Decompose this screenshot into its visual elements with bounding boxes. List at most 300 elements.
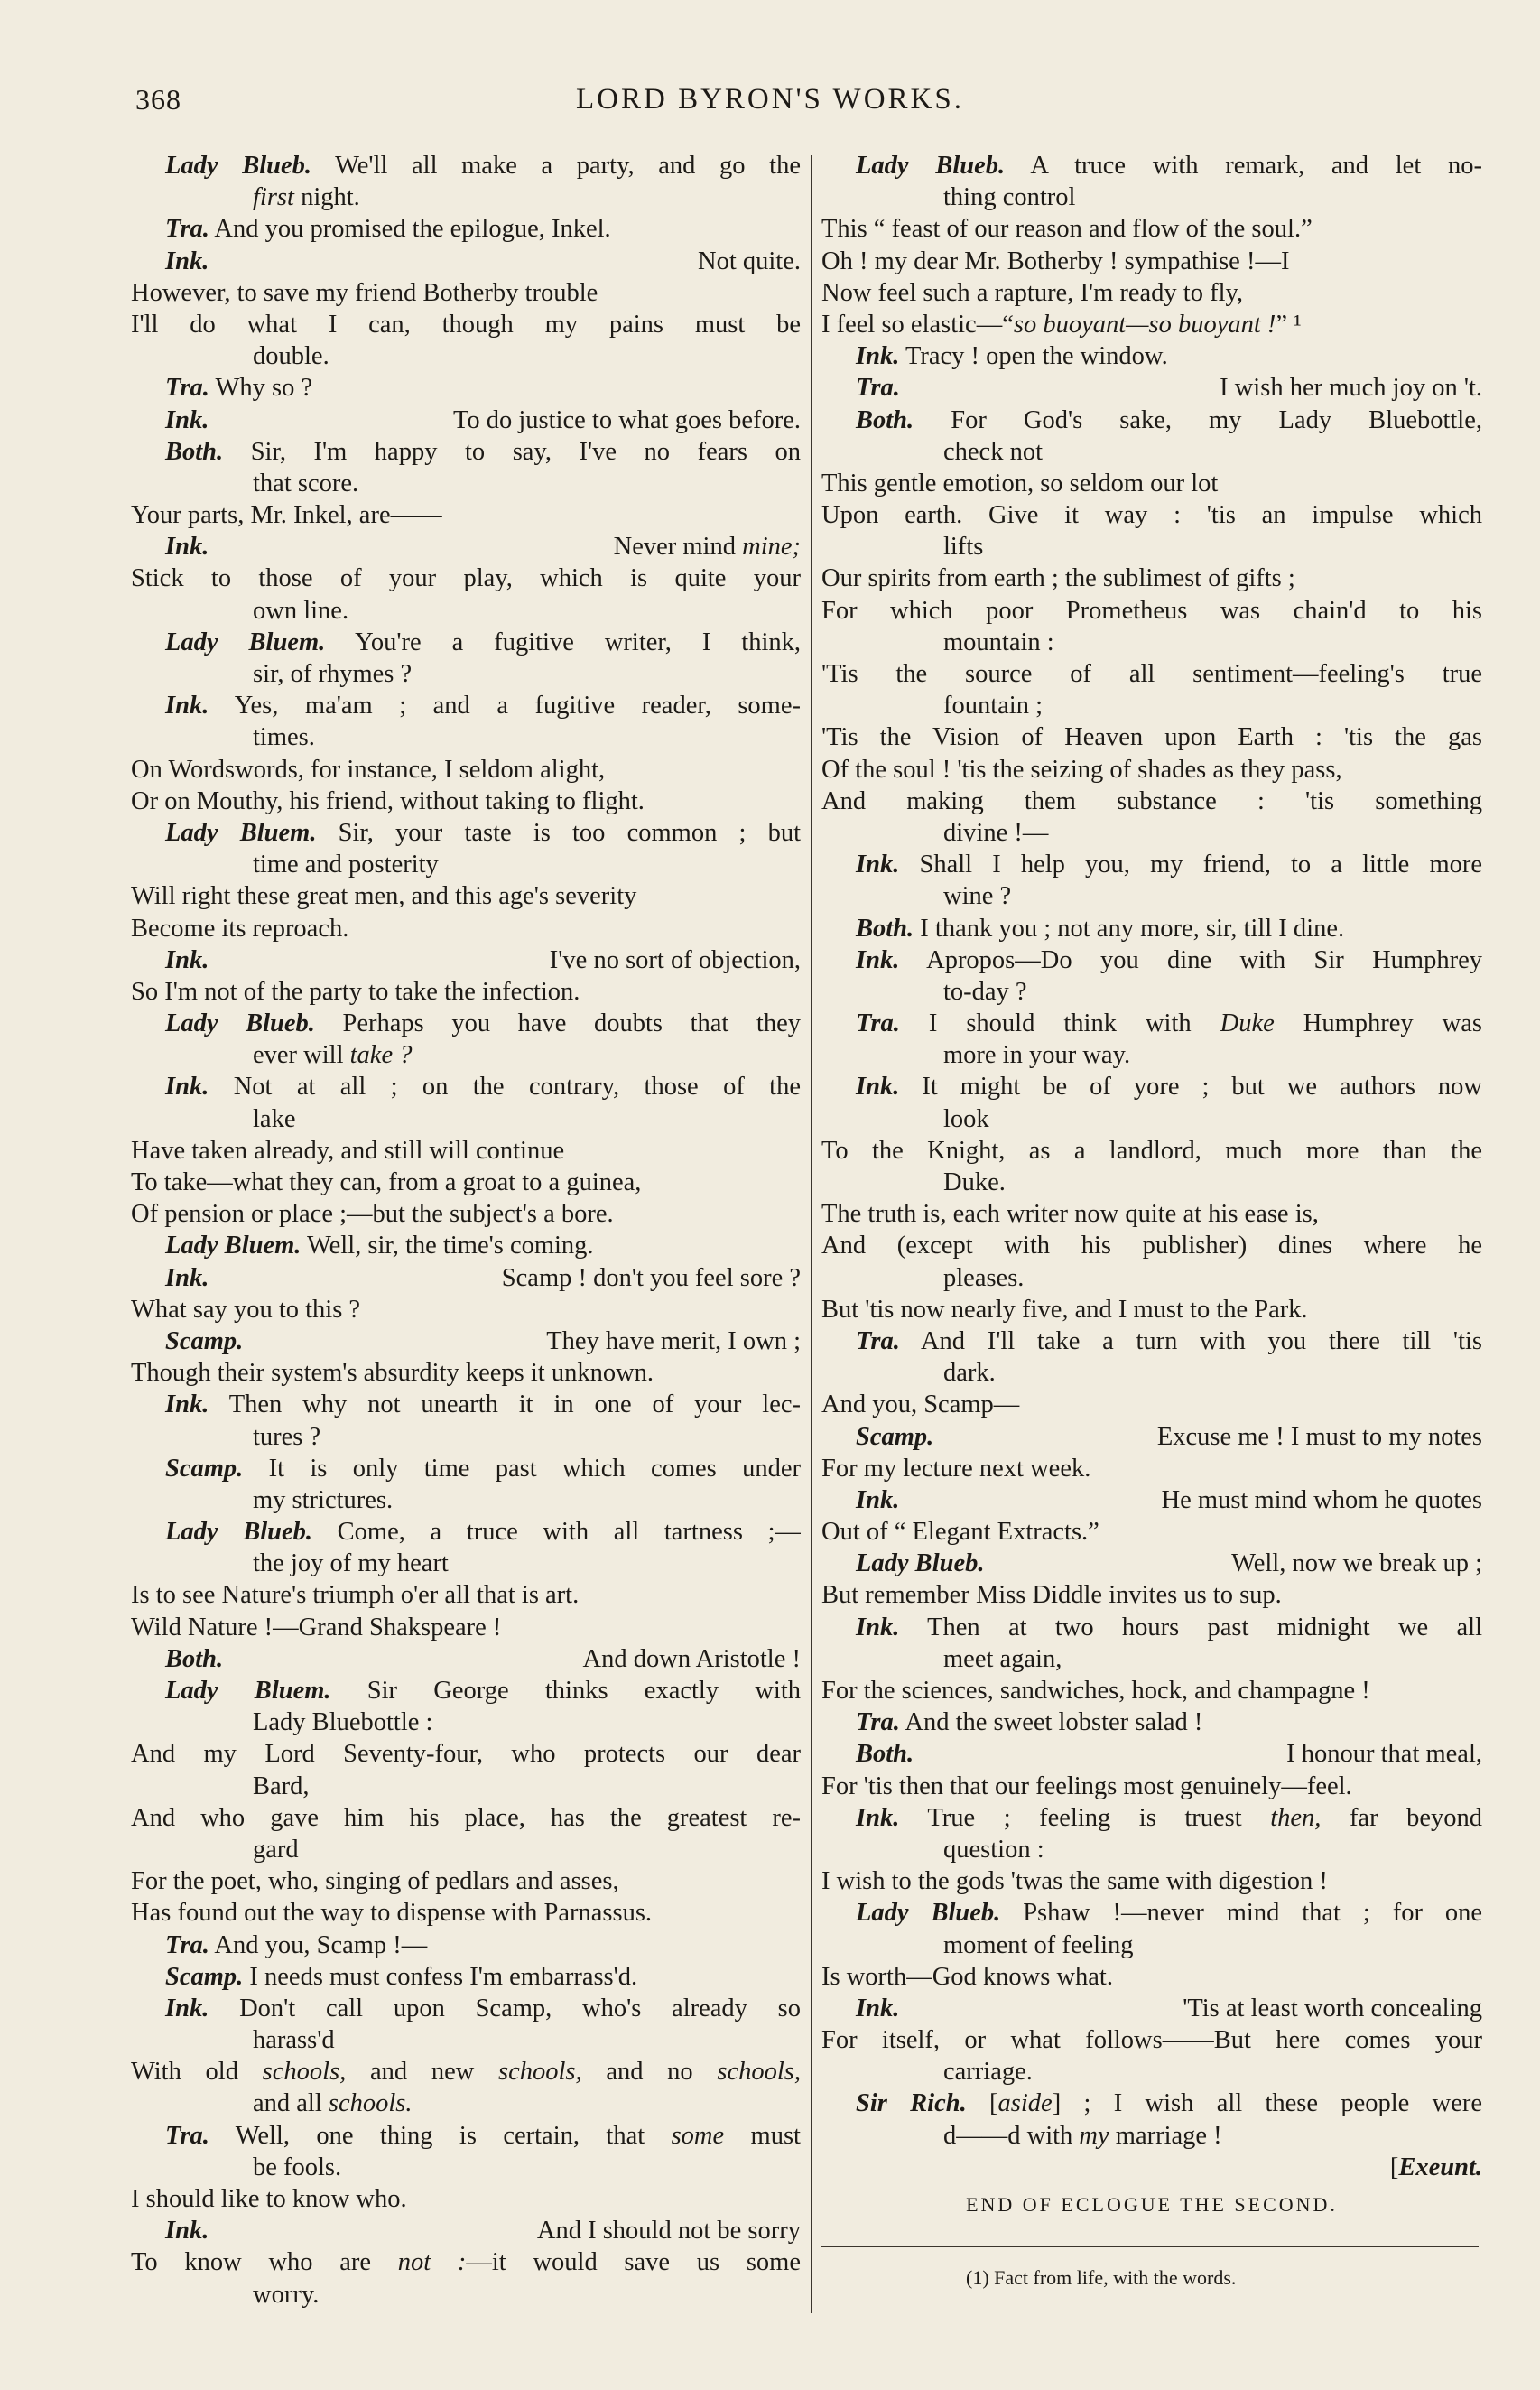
verse-text: and no [581,2058,718,2087]
verse-line [131,1325,801,1357]
verse-text: So I'm not of the party to take the infection. [131,977,580,1006]
verse-line [131,1294,801,1325]
verse-text: Is worth—God knows what. [821,1962,1113,1991]
verse-line [131,1453,801,1484]
speaker-name: Both. [856,914,914,943]
verse-text: more in your way. [943,1041,1131,1070]
verse-text: Shall I help you, my friend, to a little more [919,851,1482,879]
verse-text: to-day ? [943,977,1027,1006]
verse-line [821,563,1482,594]
verse-text: And my Lord Seventy-four, who protects our dear [131,1740,801,1769]
verse-text: night. [293,183,360,212]
verse-text: double. [253,342,329,371]
verse-text: Then at two hours past midnight we all [927,1613,1482,1641]
verse-text: To know who are [131,2248,398,2277]
verse-text: Become its reproach. [131,914,349,943]
italic-text: take ? [349,1041,413,1070]
verse-line [131,1230,801,1261]
verse-text: Why so ? [215,374,313,403]
verse-line [131,1771,801,1802]
speaker-name: Both. [856,1740,914,1769]
verse-text: divine !— [943,818,1049,847]
verse-line [131,1484,801,1516]
verse-text: Apropos—Do you dine with Sir Humphrey [926,945,1482,974]
verse-line [131,499,801,531]
verse-line [131,277,801,309]
verse-text: For the poet, who, singing of pedlars and asses, [131,1867,619,1896]
speaker-name: Lady Bluem. [165,1677,331,1705]
speaker-name: Tra. [165,215,209,244]
speaker-name: Scamp. [165,1326,244,1355]
verse-line [821,2024,1482,2056]
verse-text-right: Scamp ! don't you feel sore ? [501,1263,801,1292]
verse-line [131,1421,801,1453]
speaker-name: Tra. [165,1930,209,1959]
speaker-name: Tra. [165,2121,209,2150]
verse-text-right: Well, now we break up ; [1231,1549,1482,1578]
footnote-rule [821,2246,1479,2247]
speaker-name: Lady Blueb. [856,1899,1001,1928]
verse-text: fountain ; [943,692,1044,721]
verse-text: I needs must confess I'm embarrass'd. [249,1962,638,1991]
verse-text: Don't call upon Scamp, who's already so [239,1994,801,2023]
verse-line [131,1167,801,1198]
verse-line [821,627,1482,658]
verse-line [821,1993,1482,2024]
verse-text: Have taken already, and still will continue [131,1136,565,1165]
verse-text: carriage. [943,2058,1033,2087]
verse-text: lake [253,1104,296,1133]
verse-text: I feel so elastic—“ [821,310,1014,339]
speaker-name: Ink. [165,945,209,974]
speaker-name: Ink. [856,945,900,974]
verse-text: marriage ! [1109,2121,1222,2150]
verse-text: Has found out the way to dispense with Parnassus. [131,1899,653,1928]
italic-text: mine; [742,533,801,562]
italic-text: schools, [717,2058,801,2087]
verse-line [821,372,1482,404]
verse-line [131,1993,801,2024]
verse-line [131,1802,801,1834]
verse-text: Of pension or place ;—but the subject's a bore. [131,1200,614,1229]
verse-text: Lady Bluebottle : [253,1708,433,1737]
verse-line [821,213,1482,245]
verse-text: 'Tis the Vision of Heaven upon Earth : 'tis the gas [821,723,1482,752]
verse-text: tures ? [253,1422,321,1451]
verse-text: and new [346,2058,498,2087]
verse-line [131,1516,801,1548]
verse-text: And I'll take a turn with you there till 'tis [920,1326,1482,1355]
verse-text: [ [989,2089,998,2118]
verse-text: The truth is, each writer now quite at his ease is, [821,1200,1319,1229]
verse-text: But 'tis now nearly five, and I must to the Park. [821,1295,1308,1324]
verse-line [131,1008,801,1039]
verse-text: d——d with [943,2121,1080,2150]
verse-line [821,658,1482,690]
verse-line [821,1643,1482,1675]
verse-line [131,817,801,849]
speaker-name: Ink. [165,1994,209,2023]
verse-text: Sir, I'm happy to say, I've no fears on [250,437,801,466]
verse-text: It is only time past which comes under [268,1454,801,1483]
verse-line [131,1135,801,1167]
verse-line [821,436,1482,468]
verse-text: Well, sir, the time's coming. [307,1232,594,1260]
verse-line [131,786,801,817]
verse-text: Not at all ; on the contrary, those of the [233,1073,801,1102]
verse-line [821,1294,1482,1325]
verse-line [821,1548,1482,1579]
verse-text: And you, Scamp !— [214,1930,428,1959]
verse-text-right: I've no sort of objection, [549,945,801,974]
verse-text: Is to see Nature's triumph o'er all that is art. [131,1581,580,1610]
verse-line [131,1039,801,1071]
verse-line [131,2024,801,2056]
verse-line [821,1262,1482,1294]
verse-text: the joy of my heart [253,1549,449,1578]
italic-text: then, [1270,1803,1322,1832]
verse-line [131,690,801,721]
verse-line [131,2088,801,2119]
verse-line [821,2152,1482,2183]
verse-text: Though their system's absurdity keeps it unknown. [131,1359,654,1388]
speaker-name: Tra. [856,1326,900,1355]
verse-text: I thank you ; not any more, sir, till I dine. [920,914,1345,943]
verse-text: For which poor Prometheus was chain'd to his [821,596,1482,625]
verse-text: This gentle emotion, so seldom our lot [821,469,1219,498]
verse-line [131,1579,801,1611]
verse-line [131,849,801,880]
verse-line [131,309,801,340]
speaker-name: Ink. [856,342,900,371]
speaker-name: Ink. [165,1390,209,1419]
verse-line [131,1738,801,1770]
verse-text: worry. [253,2280,320,2309]
speaker-name: Ink. [856,1485,900,1514]
speaker-name: Ink. [165,1263,209,1292]
verse-text: Our spirits from earth ; the sublimest of gifts ; [821,564,1295,593]
speaker-name: Both. [165,437,224,466]
verse-line [131,976,801,1008]
verse-line [131,181,801,213]
verse-line [821,1167,1482,1198]
italic-text: so buoyant—so buoyant ! [1013,310,1276,339]
verse-line [821,2088,1482,2119]
verse-text-right [614,531,801,563]
verse-line [131,150,801,181]
verse-line [131,880,801,912]
verse-line [131,2120,801,2152]
verse-text: It might be of yore ; but we authors now [922,1073,1482,1102]
verse-line [131,2246,801,2278]
speaker-name: Ink. [165,2217,209,2246]
verse-text-right: And down Aristotle ! [582,1644,801,1673]
verse-text: I wish to the gods 'twas the same with digestion ! [821,1867,1328,1896]
verse-text-right [1390,2152,1482,2183]
speaker-name: Tra. [856,374,900,403]
verse-text: wine ? [943,882,1012,911]
verse-text: For itself, or what follows——But here comes your [821,2026,1482,2055]
speaker-name: Lady Blueb. [856,1549,985,1578]
italic-text: Exeunt. [1398,2153,1482,2181]
speaker-name: Scamp. [856,1422,934,1451]
verse-line [821,1771,1482,1802]
italic-text: Duke [1220,1009,1275,1038]
verse-line [821,1071,1482,1102]
verse-text: Well, one thing is certain, that [235,2121,672,2150]
verse-line [131,340,801,372]
verse-text: I should like to know who. [131,2185,407,2213]
verse-line [821,1230,1482,1261]
verse-line [131,595,801,627]
italic-text: not : [397,2248,467,2277]
verse-text: Humphrey was [1274,1009,1482,1038]
verse-line [821,849,1482,880]
verse-text: Bard, [253,1772,310,1800]
verse-text: On Wordswords, for instance, I seldom alight, [131,755,606,784]
speaker-name: Tra. [856,1708,900,1737]
verse-line [131,1643,801,1675]
verse-line [821,976,1482,1008]
italic-text: some [671,2121,725,2150]
verse-text-right: 'Tis at least worth concealing [1183,1994,1482,2023]
speaker-name: Lady Bluem. [165,628,326,656]
verse-line [821,1834,1482,1865]
verse-line [131,1548,801,1579]
verse-line [131,721,801,753]
speaker-name: Lady Blueb. [856,152,1006,180]
verse-text: pleases. [943,1263,1025,1292]
verse-text: —it would save us some [466,2248,801,2277]
verse-line [131,1612,801,1643]
verse-line [821,1897,1482,1929]
verse-line [821,468,1482,499]
verse-line [821,1357,1482,1389]
verse-line [131,1198,801,1230]
verse-text: Sir, your taste is too common ; but [338,818,801,847]
verse-text: that score. [253,469,359,498]
verse-text: And making them substance : 'tis something [821,786,1482,815]
verse-text: Then why not unearth it in one of your lec- [228,1390,801,1419]
verse-line [821,1865,1482,1897]
verse-line [131,1930,801,1961]
verse-line [821,1579,1482,1611]
verse-text: ever will [253,1041,350,1070]
verse-line [131,2279,801,2311]
verse-text: look [943,1104,989,1133]
verse-line [821,150,1482,181]
italic-text: aside [997,2089,1053,2118]
verse-text: Pshaw !—never mind that ; for one [1023,1899,1482,1928]
verse-text: Now feel such a rapture, I'm ready to fly, [821,278,1244,307]
italic-text: my [1079,2121,1109,2150]
verse-text-right: They have merit, I own ; [546,1326,801,1355]
verse-line [821,1325,1482,1357]
verse-text: This “ feast of our reason and flow of the soul.” [821,215,1313,244]
speaker-name: Ink. [165,692,209,721]
verse-text: thing control [943,183,1076,212]
speaker-name: Ink. [165,533,209,562]
verse-line [131,468,801,499]
verse-line [821,1961,1482,1993]
verse-line [821,499,1482,531]
verse-line [821,309,1482,340]
verse-line [821,944,1482,976]
speaker-name: Both. [856,405,914,434]
verse-text: harass'd [253,2026,335,2055]
verse-text: With old [131,2058,263,2087]
verse-text: Will right these great men, and this age's severity [131,882,637,911]
verse-text: 'Tis the source of all sentiment—feeling's true [821,660,1482,688]
verse-line [821,2120,1482,2152]
verse-text: And (except with his publisher) dines where he [821,1232,1482,1260]
speaker-name: Lady Blueb. [165,1009,315,1038]
speaker-name: Ink. [165,405,209,434]
verse-line [821,786,1482,817]
running-title: LORD BYRON'S WORKS. [576,83,964,116]
speaker-name: Scamp. [165,1962,244,1991]
verse-text: far beyond [1321,1803,1482,1832]
verse-line [821,277,1482,309]
verse-line [821,817,1482,849]
speaker-name: Both. [165,1644,224,1673]
verse-line [821,1675,1482,1706]
verse-text: ] ; I wish all these people were [1052,2089,1482,2118]
speaker-name: Sir Rich. [856,2089,967,2118]
speaker-name: Lady Blueb. [165,1518,313,1547]
verse-text: Out of “ Elegant Extracts.” [821,1518,1099,1547]
verse-line [131,563,801,594]
verse-line [131,1357,801,1389]
verse-line [821,721,1482,753]
verse-text: question : [943,1835,1044,1864]
right-column [821,150,1482,2183]
verse-line [131,1389,801,1420]
verse-line [131,2215,801,2246]
verse-text: Or on Mouthy, his friend, without taking to flight. [131,786,645,815]
verse-line [131,2183,801,2215]
speaker-name: Lady Blueb. [165,152,311,180]
verse-text: mountain : [943,628,1054,656]
verse-text: You're a fugitive writer, I think, [355,628,801,656]
verse-text: and all [253,2089,329,2118]
verse-text: For the sciences, sandwiches, hock, and champagne ! [821,1677,1370,1705]
verse-line [131,531,801,563]
page-header [0,83,1540,128]
speaker-name: Lady Bluem. [165,818,317,847]
verse-line [821,181,1482,213]
verse-line [821,1103,1482,1135]
verse-text: [ [1389,2153,1399,2181]
verse-text: And you, Scamp— [821,1390,1020,1419]
verse-text: For God's sake, my Lady Bluebottle, [951,405,1482,434]
speaker-name: Ink. [856,1803,900,1832]
verse-text-right: To do justice to what goes before. [452,405,801,434]
verse-line [821,1421,1482,1453]
verse-text: Yes, ma'am ; and a fugitive reader, some- [234,692,801,721]
verse-line [131,754,801,786]
verse-text: Come, a truce with all tartness ;— [337,1518,801,1547]
verse-text: ” ¹ [1276,310,1302,339]
verse-text-right: Not quite. [698,246,801,275]
verse-text: We'll all make a party, and go the [335,152,801,180]
speaker-name: Scamp. [165,1454,244,1483]
verse-text: Tracy ! open the window. [905,342,1168,371]
speaker-name: Tra. [165,374,209,403]
verse-text: Sir George thinks exactly with [366,1677,801,1705]
verse-text: sir, of rhymes ? [253,660,413,688]
verse-line [821,1198,1482,1230]
verse-text: Oh ! my dear Mr. Botherby ! sympathise !—I [821,246,1290,275]
verse-text: But remember Miss Diddle invites us to sup. [821,1581,1282,1610]
verse-text-right: And I should not be sorry [536,2217,801,2246]
speaker-name: Ink. [165,246,209,275]
verse-line [131,1834,801,1865]
end-of-eclogue-note: END OF ECLOGUE THE SECOND. [966,2193,1338,2216]
verse-line [821,1516,1482,1548]
verse-line [821,1484,1482,1516]
verse-line [821,880,1482,912]
verse-line [131,1262,801,1294]
verse-text: And the sweet lobster salad ! [905,1708,1203,1737]
verse-line [821,595,1482,627]
verse-text: check not [943,437,1043,466]
verse-line [131,913,801,944]
verse-text: Wild Nature !—Grand Shakspeare ! [131,1613,502,1641]
column-divider [811,155,812,2313]
verse-line [131,944,801,976]
verse-line [821,1135,1482,1167]
verse-line [131,213,801,245]
verse-line [821,1802,1482,1834]
page-number: 368 [135,83,181,116]
verse-text: Perhaps you have doubts that they [342,1009,801,1038]
verse-line [131,2152,801,2183]
verse-text: And you promised the epilogue, Inkel. [214,215,611,244]
italic-text: first [253,183,294,212]
italic-text: schools, [498,2058,582,2087]
verse-text-right: I wish her much joy on 't. [1220,374,1482,403]
verse-text: Stick to those of your play, which is quite your [131,564,801,593]
verse-text: To take—what they can, from a groat to a guinea, [131,1168,642,1196]
italic-text: schools, [262,2058,347,2087]
verse-line [821,754,1482,786]
verse-text-right: He must mind whom he quotes [1161,1485,1482,1514]
verse-text-right: I honour that meal, [1286,1740,1482,1769]
speaker-name: Ink. [856,1073,900,1102]
left-column [131,150,801,2311]
footnote: (1) Fact from life, with the words. [966,2266,1237,2289]
verse-line [821,1039,1482,1071]
verse-line [131,1675,801,1706]
verse-text: lifts [943,533,984,562]
verse-text: To the Knight, as a landlord, much more than the [821,1136,1482,1165]
verse-text: dark. [943,1359,996,1388]
verse-line [821,531,1482,563]
verse-text: What say you to this ? [131,1295,361,1324]
verse-text: Of the soul ! 'tis the seizing of shades as they pass, [821,755,1342,784]
verse-line [131,1706,801,1738]
verse-text: be fools. [253,2153,342,2181]
speaker-name: Ink. [856,851,900,879]
verse-text: For 'tis then that our feelings most genuinely—feel. [821,1772,1352,1800]
verse-line [131,627,801,658]
verse-text: gard [253,1835,299,1864]
italic-text: schools. [328,2089,413,2118]
verse-line [131,1071,801,1102]
verse-text: Upon earth. Give it way : 'tis an impulse which [821,501,1482,530]
verse-line [131,1961,801,1993]
